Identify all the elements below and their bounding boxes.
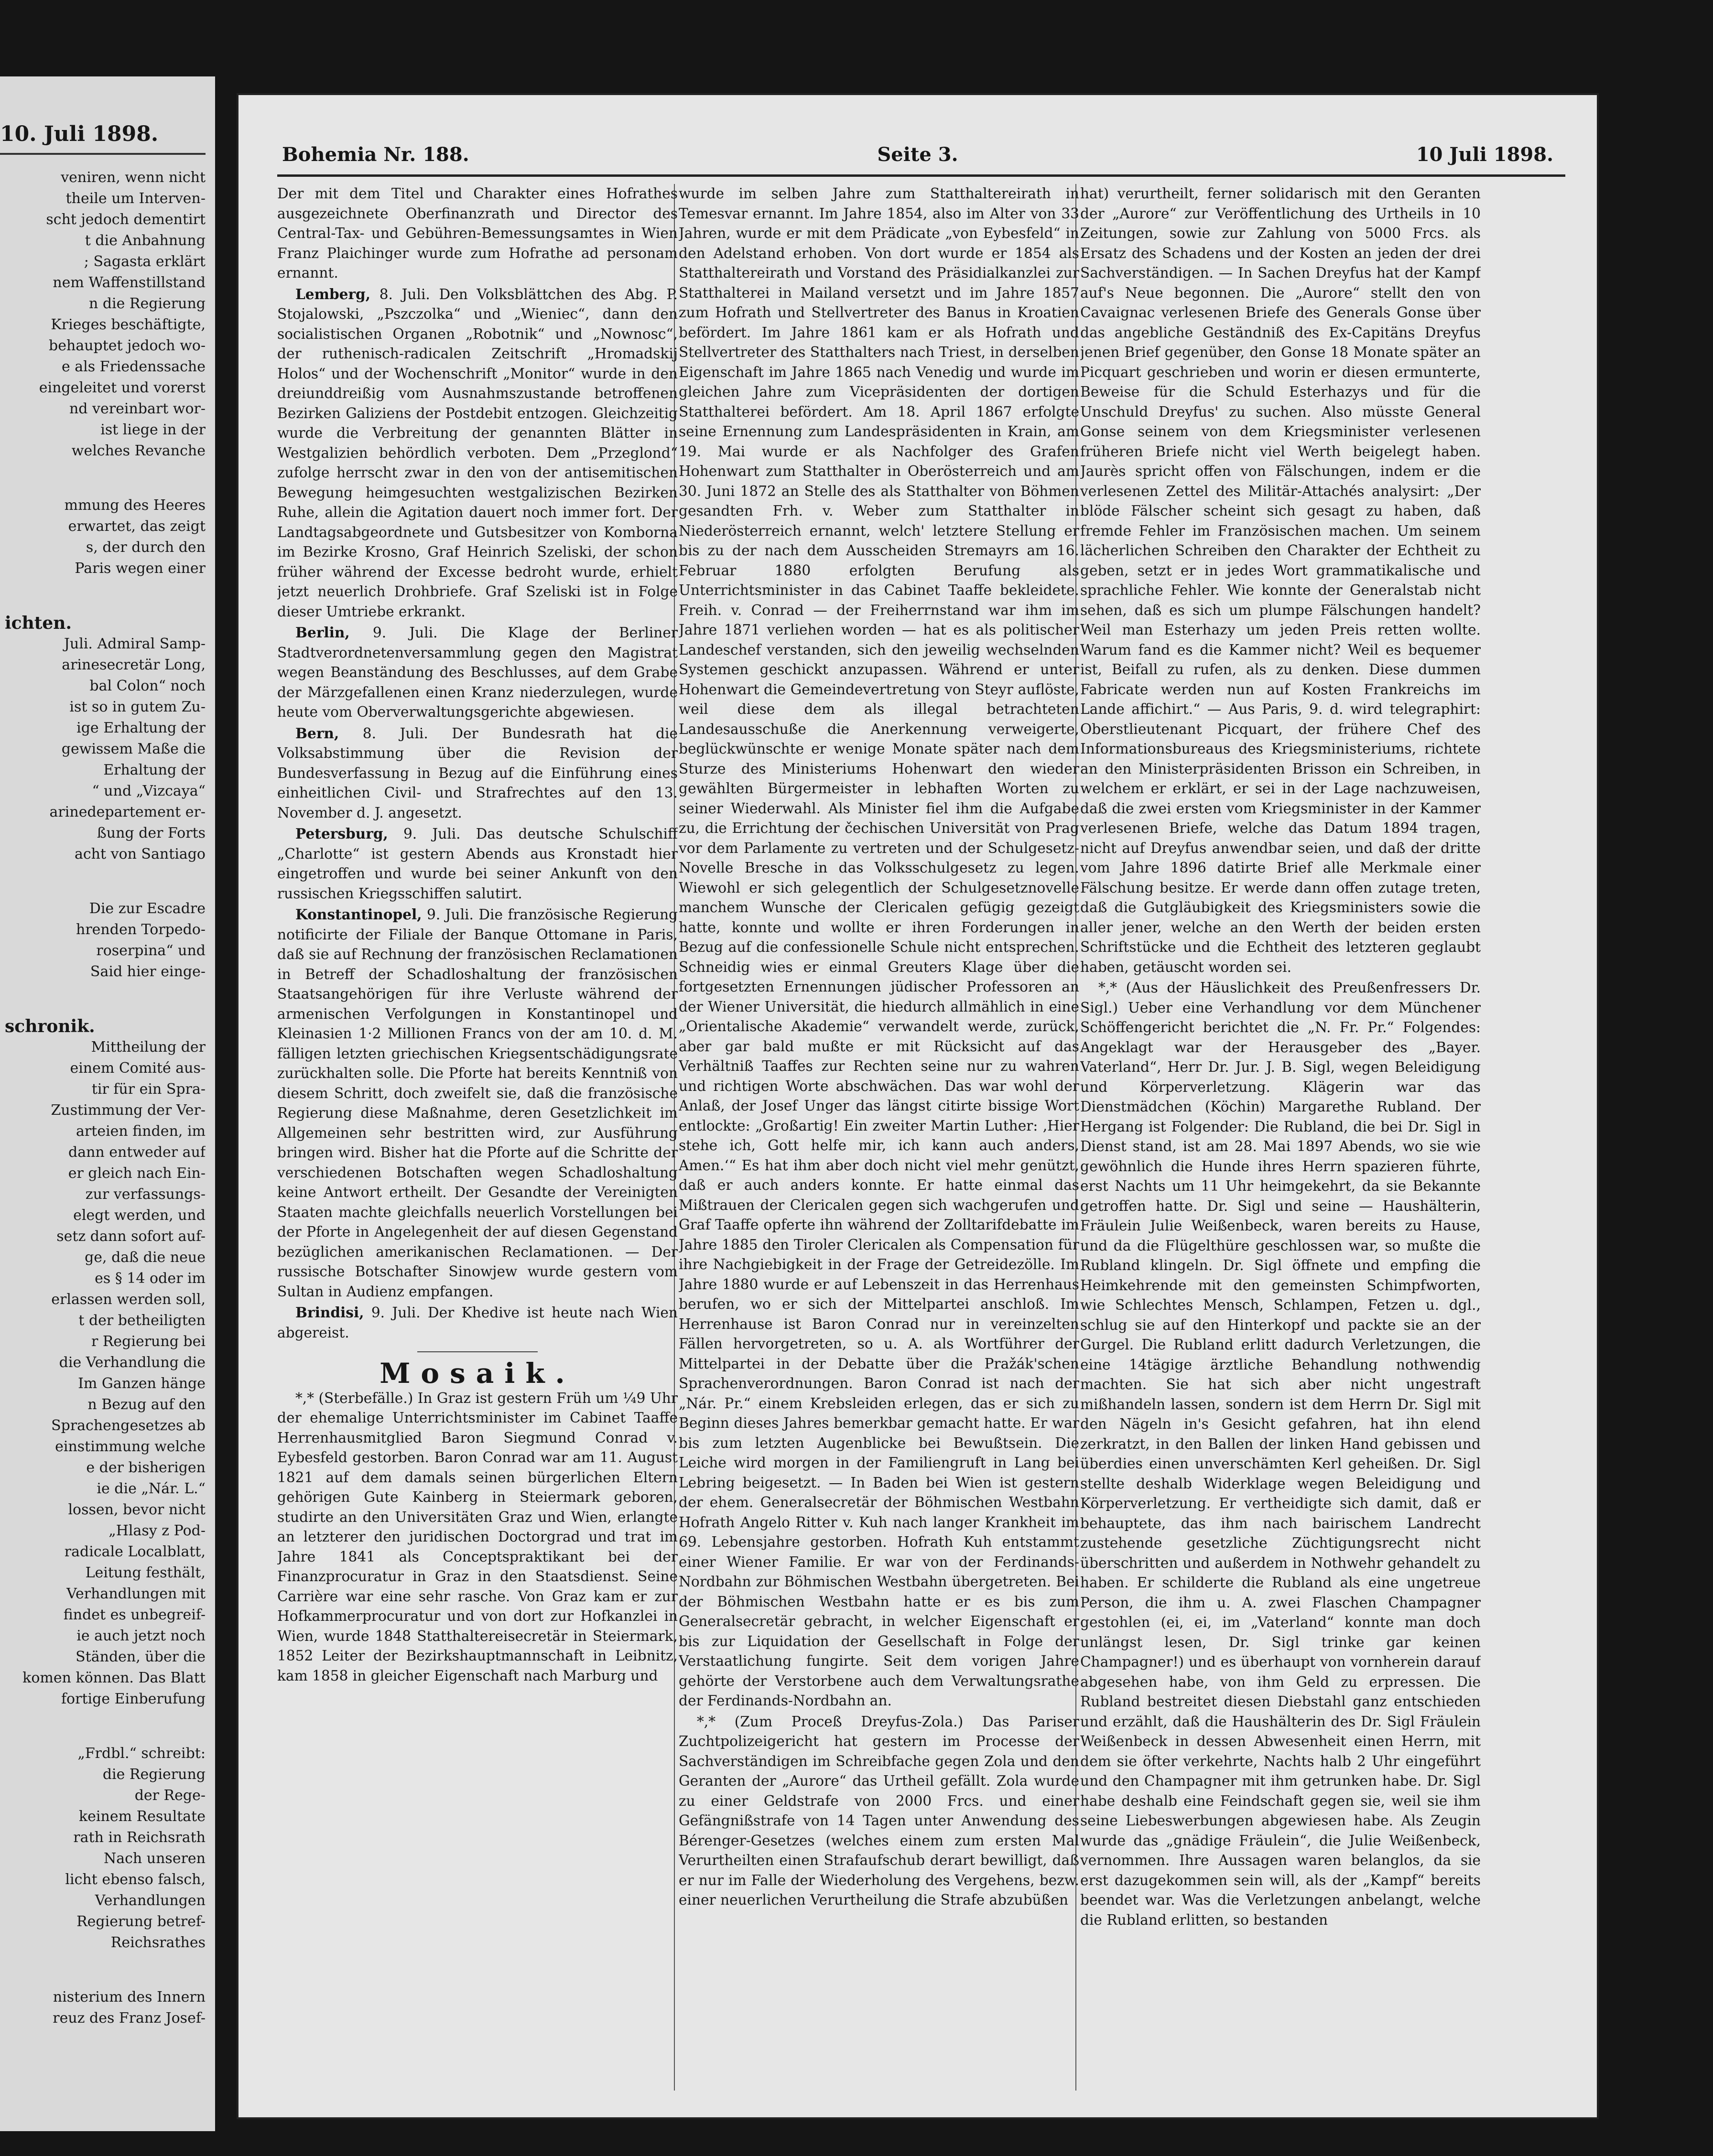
text-line: welches Revanche (71, 442, 206, 459)
section-divider (417, 1351, 537, 1352)
text-line: veniren, wenn nicht (61, 169, 206, 186)
line-gap (0, 579, 206, 613)
text-line: elegt werden, und (73, 1207, 206, 1224)
text-line: Nach unseren (103, 1850, 206, 1867)
page-number: Seite 3. (877, 143, 958, 166)
article-body: 8. Juli. Den Volksblättchen des Abg. P. Stojalowski, „Pszczolka“ und „Wieniec“, dann den socialistischen Organen „Robotnik“ und „Nownosc“, der ruthenisch-radicalen Zeitschrift „Hromadskij Holos“ und der Wochenschrift „Monitor“ wurde in den dreiunddreißig vom Ausnahmszustande betroffenen Bezirken Galiziens der Postdebit entzogen. Gleichzeitig wurde die Verbreitung der genannten Blätter in Westgalizien behördlich verboten. Dem „Przeglond“ zufolge herrscht zwar in den von der antisemitischen Bewegung heimgesuchten westgalizischen Bezirken Ruhe, allein die Agitation dauert noch immer fort. Der Landtagsabgeordnete und Gutsbesitzer von Komborna im Bezirke Krosno, Graf Heinrich Szeliski, der schon früher während der Excesse bedroht wurde, erhielt jetzt neuerlich Drohbriefe. Graf Szeliski ist in Folge dieser Umtriebe erkrankt. (277, 286, 678, 620)
text-line: nem Waffenstillstand (53, 274, 206, 291)
text-line: Erhaltung der (103, 762, 206, 778)
article-bern (277, 723, 678, 823)
left-page-fragment (0, 76, 215, 2131)
line-gap (0, 1710, 206, 1743)
text-line: radicale Localblatt, (64, 1543, 206, 1560)
text-line: theile um Interven- (65, 190, 206, 207)
column-2 (679, 184, 1079, 2091)
text-line: die Regierung (102, 1766, 206, 1783)
dateline: Brindisi, (295, 1304, 364, 1321)
header-date: 10 Juli 1898. (1416, 143, 1553, 166)
text-line: bal Colon“ noch (89, 678, 206, 694)
text-line: Reichsrathes (110, 1934, 206, 1951)
text-line: Mittheilung der (91, 1039, 206, 1056)
text-line: schronik. (5, 1016, 95, 1036)
text-line: t die Anbahnung (85, 232, 206, 249)
text-line: mmung des Heeres (64, 497, 206, 514)
article-lemberg (277, 284, 678, 622)
text-line: s, der durch den (86, 539, 206, 556)
text-line: e als Friedenssache (61, 358, 206, 375)
text-line: “ und „Vizcaya“ (92, 783, 206, 799)
text-line: keinem Resultate (79, 1808, 206, 1825)
text-line: ie die „Nár. L.“ (97, 1480, 206, 1497)
text-line: Im Ganzen hänge (78, 1375, 206, 1392)
article-brindisi (277, 1303, 678, 1343)
section-title-mosaik: Mosaik. (379, 1357, 575, 1390)
dateline: Bern, (295, 724, 339, 742)
text-line: Paris wegen einer (75, 560, 206, 577)
text-line: ist liege in der (100, 421, 206, 438)
text-line: n die Regierung (88, 295, 206, 312)
text-line: lossen, bevor nicht (68, 1501, 206, 1518)
article-body: 8. Juli. Der Bundesrath hat die Volksabstimmung über die Revision der Bundesverfassung in Bezug auf die Einführung eines einheitlichen Civil- und Strafrechtes auf den 13. November d. J. angesetzt. (277, 725, 678, 821)
text-line: behauptet jedoch wo- (49, 337, 206, 354)
text-line: die Verhandlung die (59, 1354, 206, 1371)
dateline: Berlin, (295, 624, 350, 641)
article-sigl: *,* (Aus der Häuslichkeit des Preußenfressers Dr. Sigl.) Ueber eine Verhandlung vor dem Münchener Schöffengericht berichtet die „N. Fr. Pr.“ Folgendes: Angeklagt war der Herausgeber des „Bayer. Vaterland“, Herr Dr. Jur. J. B. Sigl, wegen Beleidigung und Körperverletzung. Klägerin war das Dienstmädchen (Köchin) Margarethe Rubland. Der Hergang ist Folgender: Die Rubland, die bei Dr. Sigl in Dienst stand, ist am 28. Mai 1897 Abends, wo sie wie gewöhnlich die Hunde ihres Herrn spazieren führte, erst Nachts um 11 Uhr heimgekehrt, da sie Bekannte getroffen hatte. Dr. Sigl und seine — Haushälterin, Fräulein Julie Weißenbeck, waren bereits zu Hause, und da die Flügelthüre geschlossen war, so mußte die Rubland klingeln. Dr. Sigl öffnete und empfing die Heimkehrende mit den gemeinsten Schimpfworten, wie Schlechtes Mensch, Schlampen, Fetzen u. dgl., schlug sie auf den Hinterkopf und packte sie an der Gurgel. Die Rubland erlitt dadurch Verletzungen, die eine 14tägige ärztliche Behandlung nothwendig machten. Sie hat sich aber nicht ungestraft mißhandeln lassen, sondern ist dem Herrn Dr. Sigl mit den Nägeln in's Gesicht gefahren, hat ihn elend zerkratzt, in den Ballen der linken Hand gebissen und überdies einen unverschämten Kerl geheißen. Dr. Sigl stellte deshalb Widerklage wegen Beleidigung und Körperverletzung. Er vertheidigte sich damit, daß er behauptete, das ihm nach bairischem Landrecht zustehende gesetzliche Züchtigungsrecht nicht überschritten und außerdem in Nothwehr gehandelt zu haben. Er schilderte die Rubland als eine ungetreue Person, die ihm u. A. zwei Flaschen Champagner gestohlen (ei, ei, im „Vaterland“ konnte man doch unlängst lesen, Dr. Sigl trinke gar keinen Champagner!) und es überhaupt von vornherein darauf abgesehen habe, von ihm Geld zu erpressen. Die Rubland bestreitet diesen Diebstahl ganz entschieden und erzählt, daß die Haushälterin des Dr. Sigl Fräulein Weißenbeck in dessen Abwesenheit einen Herrn, mit dem sie öfter verkehrte, Nachts halb 2 Uhr eingeführt und den Champagner mit ihm getrunken habe. Dr. Sigl habe deshalb eine Feindschaft gegen sie, weil sie ihm seine Liebeswerbungen abgewiesen habe. Als Zeugin wurde das „gnädige Fräulein“, die Julie Weißenbeck, vernommen. Ihre Aussagen waren belanglos, da sie erst dazugekommen sein will, als der „Kampf“ bereits beendet war. Was die Verletzungen anbelangt, welche die Rubland erlitten, so bestanden (1080, 980, 1481, 1928)
line-gap (0, 1953, 206, 1987)
text-line: er gleich nach Ein- (68, 1165, 206, 1182)
text-line: Verhandlungen mit (66, 1585, 206, 1602)
text-line: r Regierung bei (91, 1333, 206, 1350)
text-line: der Rege- (134, 1787, 206, 1804)
article-body: 9. Juli. Die französische Regierung notificirte der Filiale der Banque Ottomane in Paris, daß sie auf Rechnung der französischen Reclamationen in Betreff der Schadloshaltung der französischen Staatsangehörigen für ihre Verluste während der armenischen Verfolgungen in Konstantinopel und Kleinasien 1·2 Millionen Francs von der am 10. d. M. fälligen letzten griechischen Kriegsentschädigungsrate zurückhalten solle. Die Pforte hat bereits Kenntniß von diesem Schritt, doch zweifelt sie, daß die französische Regierung diese Maßnahme, deren Gesetzlichkeit im Allgemeinen sehr bestritten wird, zur Ausführung bringen wird. Bisher hat die Pforte auf die Schritte der verschiedenen Botschaften wegen Schadloshaltung keine Antwort ertheilt. Der Gesandte der Vereinigten Staaten machte gleichfalls neuerlich Vorstellungen bei der Pforte in Angelegenheit der auf diesen Gegenstand bezüglichen amerikanischen Reclamationen. — Der russische Botschafter Sinowjew wurde gestern vom Sultan in Audienz empfangen. (277, 906, 678, 1300)
masthead-issue: Bohemia Nr. 188. (282, 143, 469, 166)
article-body: 9. Juli. Das deutsche Schulschiff „Charlotte“ ist gestern Abends aus Kronstadt hier eingetroffen und wurde bei seiner Ankunft von den russischen Kriegsschiffen salutirt. (277, 826, 678, 902)
article-dreyfus-continued: hat) verurtheilt, ferner solidarisch mit den Geranten der „Aurore“ zur Veröffentlichung des Urtheils in 10 Zeitungen, sowie zur Zahlung von 5000 Frcs. als Ersatz des Schadens und der Kosten an jeden der drei Sachverständigen. — In Sachen Dreyfus hat der Kampf auf's Neue begonnen. Die „Aurore“ stellt den von Cavaignac verlesenen Briefe des Generals Gonse über das angebliche Geständniß des Ex-Capitäns Dreyfus jenen Brief gegenüber, den Gonse 18 Monate später an Picquart geschrieben und worin er diesen ermunterte, Beweise für die Schuld Esterhazys und für die Unschuld Dreyfus' zu suchen. Also müsste General Gonse seinem von dem Kriegsminister verlesenen früheren Briefe nicht viel Werth beigelegt haben. Jaurès spricht offen von Fälschungen, indem er die verlesenen Zettel des Militär-Attachés analysirt: „Der blöde Fälscher scheint sich gesagt zu haben, daß fremde Fehler im Französischen machen. Um seinem lächerlichen Schreiben den Charakter der Echtheit zu geben, setzt er in jedes Wort grammatikalische und sprachliche Fehler. Wie konnte der Generalstab nicht sehen, daß es sich um plumpe Fälschungen handelt? Weil man Esterhazy um jeden Preis retten wollte. Warum fand es die Kammer nicht? Weil es bequemer ist, Beifall zu rufen, als zu denken. Diese dummen Fabricate werden nun auf Kosten Frankreichs im Lande affichirt.“ — Aus Paris, 9. d. wird telegraphirt: Oberstlieutenant Picquart, der frühere Chef des Informationsbureaus des Kriegsministeriums, richtete an den Ministerpräsidenten Brisson ein Schreiben, in welchem er erklärt, er sei in der Lage nachzuweisen, daß die zwei ersten vom Kriegsminister in der Kammer verlesenen Briefe, welche das Datum 1894 tragen, nicht auf Dreyfus anwendbar seien, und daß der dritte vom Jahre 1896 datirte Brief alle Merkmale einer Fälschung besitze. Er werde dann offen zutage treten, daß die Gutgläubigkeit des Kriegsministers sowie die aller jener, welche an den Werth der beiden ersten Schriftstücke und die Echtheit des letzteren geglaubt haben, getäuscht worden sei. (1080, 185, 1481, 975)
left-page-text (0, 167, 206, 2029)
text-line: komen können. Das Blatt (22, 1670, 206, 1686)
article-sterbefaelle: *,* (Sterbefälle.) In Graz ist gestern Früh um ¼9 Uhr der ehemalige Unterrichtsminister im Cabinet Taaffe Herrenhausmitglied Baron Siegmund Conrad v. Eybesfeld gestorben. Baron Conrad war am 11. August 1821 auf dem damals seinen bürgerlichen Eltern gehörigen Gute Kainberg in Steiermark geboren, studirte an den Universitäten Graz und Wien, erlangte an letzterer den juridischen Doctorgrad und trat im Jahre 1841 als Conceptspraktikant bei der Finanzprocuratur in Graz in den Staatsdienst. Seine Carrière war eine sehr rasche. Von Graz kam er zur Hofkammerprocuratur und von dort zur Hofkanzlei in Wien, wurde 1848 Statthaltereisecretär in Steiermark, 1852 Leiter der Bezirkshauptmannschaft in Leibnitz, kam 1858 in gleicher Eigenschaft nach Marburg und (277, 1390, 678, 1684)
text-line: erwartet, das zeigt (68, 518, 206, 535)
text-line: es § 14 oder im (95, 1270, 206, 1287)
text-line: e der bisherigen (86, 1459, 206, 1476)
text-line: erlassen werden soll, (51, 1291, 206, 1308)
dateline: Lemberg, (295, 285, 371, 302)
text-line: n Bezug auf den (87, 1396, 206, 1413)
text-line: ßung der Forts (97, 825, 206, 841)
text-line: Zustimmung der Ver- (51, 1102, 206, 1119)
text-line: dann entweder auf (68, 1144, 206, 1161)
line-gap (0, 462, 206, 495)
column-1 (277, 184, 678, 2091)
article-berlin (277, 623, 678, 722)
text-line: ; Sagasta erklärt (84, 253, 206, 270)
dateline: Konstantinopel, (295, 906, 422, 923)
text-line: tir für ein Spra- (91, 1081, 206, 1098)
text-line: einem Comité aus- (70, 1060, 206, 1077)
article-conrad-continued: wurde im selben Jahre zum Statthaltereirath in Temesvar ernannt. Im Jahre 1854, also im Alter von 33 Jahren, wurde er mit dem Prädicate „von Eybesfeld“ in den Adelstand erhoben. Von dort wurde er 1854 als Statthaltereirath und Vorstand des Präsidialkanzlei zur Statthalterei in Mailand versetzt und im Jahre 1857 zum Hofrath und Stellvertreter des Banus in Kroatien befördert. Im Jahre 1861 kam er als Hofrath und Stellvertreter des Statthalters nach Triest, in derselben Eigenschaft im Jahre 1865 nach Venedig und wurde im gleichen Jahre zum Vicepräsidenten der dortigen Statthalterei befördert. Am 18. April 1867 erfolgte seine Ernennung zum Landespräsidenten in Krain, am 19. Mai wurde er als Nachfolger des Grafen Hohenwart zum Statthalter in Oberösterreich und am 30. Juni 1872 an Stelle des als Statthalter von Böhmen gesandten Frh. v. Weber zum Statthalter in Niederösterreich ernannt, welch' letztere Stellung er bis zu der nach dem Ausscheiden Stremayrs am 16. Februar 1880 erfolgten Berufung als Unterrichtsminister in das Cabinet Taaffe bekleidete. Freih. v. Conrad — der Freiherrnstand war ihm im Jahre 1871 verliehen worden — hat es als politischer Landeschef verstanden, sich den jeweilig wechselnden Systemen geschickt anzupassen. Während er unter Hohenwart die Gemeindevertretung von Steyr auflöste, weil diese dem als illegal betrachteten Landesausschuße die Anerkennung verweigerte, beglückwünschte er wenige Monate später nach dem Sturze des Ministeriums Hohenwart den wieder gewählten Bürgermeister in lebhaften Worten zu seiner Wiederwahl. Als Minister fiel ihm die Aufgabe zu, die Errichtung der čechischen Universität von Prag vor dem Parlamente zu vertreten und der Schulgesetz-Novelle Bresche in das Volksschulgesetz zu legen. Wiewohl er sich gelegentlich der Schulgesetznovelle manchem Wunsche der Clericalen gefügig gezeigt hatte, konnte und wollte er ihren Forderungen in Bezug auf die confessionelle Schule nicht entsprechen. Schneidig wies er einmal Greuters Klage über die fortgesetzten Ernennungen jüdischer Professoren an der Wiener Universität, die hiedurch allmählich in eine „Orientalische Akademie“ verwandelt werde, zurück, aber gar bald mußte er mit Rücksicht auf das Verhältniß Taaffes zur Rechten seine nur zu wahren und richtigen Worte abschwächen. Das war wohl der Anlaß, der Josef Unger das längst citirte bissige Wort entlockte: „Großartig! Ein zweiter Martin Luther: ‚Hier stehe ich, Gott helfe mir, ich kann auch anders, Amen.‘“ Es hat ihm aber doch nicht viel mehr genützt, daß er auch anders konnte. Er hatte einmal das Mißtrauen der Clericalen gegen sich wachgerufen und Graf Taaffe opferte ihn während der Zolltarifdebatte im Jahre 1885 den Tiroler Clericalen als Compensation für ihre Nachgiebigkeit in der Frage der Getreidezölle. Im Jahre 1880 wurde er auf Lebenszeit in das Herrenhaus berufen, wo er sich der Mittelpartei anschloß. Im Herrenhause ist Baron Conrad nur in vereinzelten Fällen hervorgetreten, so u. A. als Wortführer der Mittelpartei in der Debatte über die Pražák'schen Sprachenverordnungen. Baron Conrad ist nach der „Nár. Pr.“ einem Krebsleiden erlegen, das er sich zu Beginn dieses Jahres bemerkbar gemacht hatte. Er war bis zum letzten Augenblicke bei Bewußtsein. Die Leiche wird morgen in der Familiengruft in Lang bei Lebring beigesetzt. — In Baden bei Wien ist gestern der ehem. Generalsecretär der Böhmischen Westbahn Hofrath Angelo Ritter v. Kuh nach langer Krankheit im 69. Lebensjahre gestorben. Hofrath Kuh entstammt einer Wiener Familie. Er war von der Ferdinands-Nordbahn zur Böhmischen Westbahn übergetreten. Bei der Böhmischen Westbahn hatte er es bis zum Generalsecretär gebracht, in welcher Eigenschaft er bis zur Liquidation der Gesellschaft in Folge der Verstaatlichung fungirte. Seit dem vorigen Jahre gehörte der Verstorbene auch dem Verwaltungsrathe der Ferdinands-Nordbahn an. (679, 185, 1079, 1709)
text-line: Juli. Admiral Samp- (64, 636, 206, 652)
header-rule (277, 174, 1565, 177)
text-line: Verhandlungen (95, 1892, 206, 1909)
text-line: rath in Reichsrath (73, 1829, 206, 1846)
article-body: 9. Juli. Der Khedive ist heute nach Wien abgereist. (277, 1304, 678, 1341)
text-line: setz dann sofort auf- (56, 1228, 206, 1245)
text-line: roserpina“ und (96, 942, 206, 959)
dateline: Petersburg, (295, 825, 388, 842)
text-line: einstimmung welche (55, 1438, 206, 1455)
text-line: acht von Santiago (74, 846, 206, 862)
text-line: ige Erhaltung der (76, 720, 206, 736)
text-line: ist so in gutem Zu- (69, 699, 206, 715)
article-konstantinopel (277, 905, 678, 1302)
page-header (282, 143, 1553, 172)
text-line: findet es unbegreif- (63, 1606, 206, 1623)
text-line: Krieges beschäftigte, (51, 316, 206, 333)
text-line: „Hlasy z Pod- (108, 1522, 206, 1539)
text-line: arinedepartement er- (49, 804, 206, 820)
text-line: ie auch jetzt noch (76, 1628, 206, 1644)
newspaper-page (237, 93, 1599, 2119)
text-line: nd vereinbart wor- (69, 400, 206, 417)
text-line: Said hier einge- (90, 963, 206, 980)
text-line: Regierung betref- (76, 1913, 206, 1930)
left-header-rule (0, 153, 206, 155)
line-gap (0, 982, 206, 1016)
text-line: ge, daß die neue (85, 1249, 206, 1266)
text-line: reuz des Franz Josef- (53, 2010, 206, 2027)
text-line: hrenden Torpedo- (76, 921, 206, 938)
text-line: nisterium des Innern (53, 1989, 206, 2005)
article-hofrath: Der mit dem Titel und Charakter eines Hofrathes ausgezeichnete Oberfinanzrath und Director des Central-Tax- und Gebühren-Bemessungsamtes in Wien Franz Plaichinger wurde zum Hofrathe ad personam ernannt. (277, 185, 678, 281)
article-dreyfus-zola: *,* (Zum Proceß Dreyfus-Zola.) Das Pariser Zuchtpolizeigericht hat gestern im Processe der Sachverständigen im Schreibfache gegen Zola und den Geranten der „Aurore“ das Urtheil gefällt. Zola wurde zu einer Geldstrafe von 2000 Frcs. und einer Gefängnißstrafe von 14 Tagen unter Anwendung des Bérenger-Gesetzes (welches einem zum ersten Mal Verurtheilten einen Strafaufschub derart bewilligt, daß er nur im Falle der Wiederholung des Vergehens, bezw. einer neuerlichen Verurtheilung die Strafe abzubüßen (679, 1713, 1079, 1908)
text-line: arteien finden, im (76, 1123, 206, 1140)
text-line: eingeleitet und vorerst (39, 379, 206, 396)
left-page-header: 10. Juli 1898. (0, 122, 159, 146)
article-petersburg (277, 824, 678, 904)
text-line: Leitung festhält, (85, 1564, 206, 1581)
text-line: Sprachengesetzes ab (51, 1417, 206, 1434)
text-line: „Frdbl.“ schreibt: (77, 1745, 206, 1762)
text-line: t der betheiligten (78, 1312, 206, 1329)
text-line: scht jedoch dementirt (46, 211, 206, 228)
article-body: 9. Juli. Die Klage der Berliner Stadtverordnetenversammlung gegen den Magistrat wegen Beanständung des Beschlusses, auf dem Grabe der Märzgefallenen einen Kranz niederzulegen, wurde heute vom Oberverwaltungsgerichte abgewiesen. (277, 625, 678, 720)
text-line: licht ebenso falsch, (65, 1871, 206, 1888)
text-line: ichten. (5, 613, 72, 633)
text-line: gewissem Maße die (61, 741, 206, 757)
line-gap (0, 865, 206, 898)
text-line: arinesecretär Long, (62, 657, 206, 673)
text-line: zur verfassungs- (85, 1186, 206, 1203)
text-line: Die zur Escadre (89, 900, 206, 917)
column-3 (1080, 184, 1481, 2091)
text-line: fortige Einberufung (61, 1691, 206, 1707)
text-line: Ständen, über die (76, 1649, 206, 1665)
